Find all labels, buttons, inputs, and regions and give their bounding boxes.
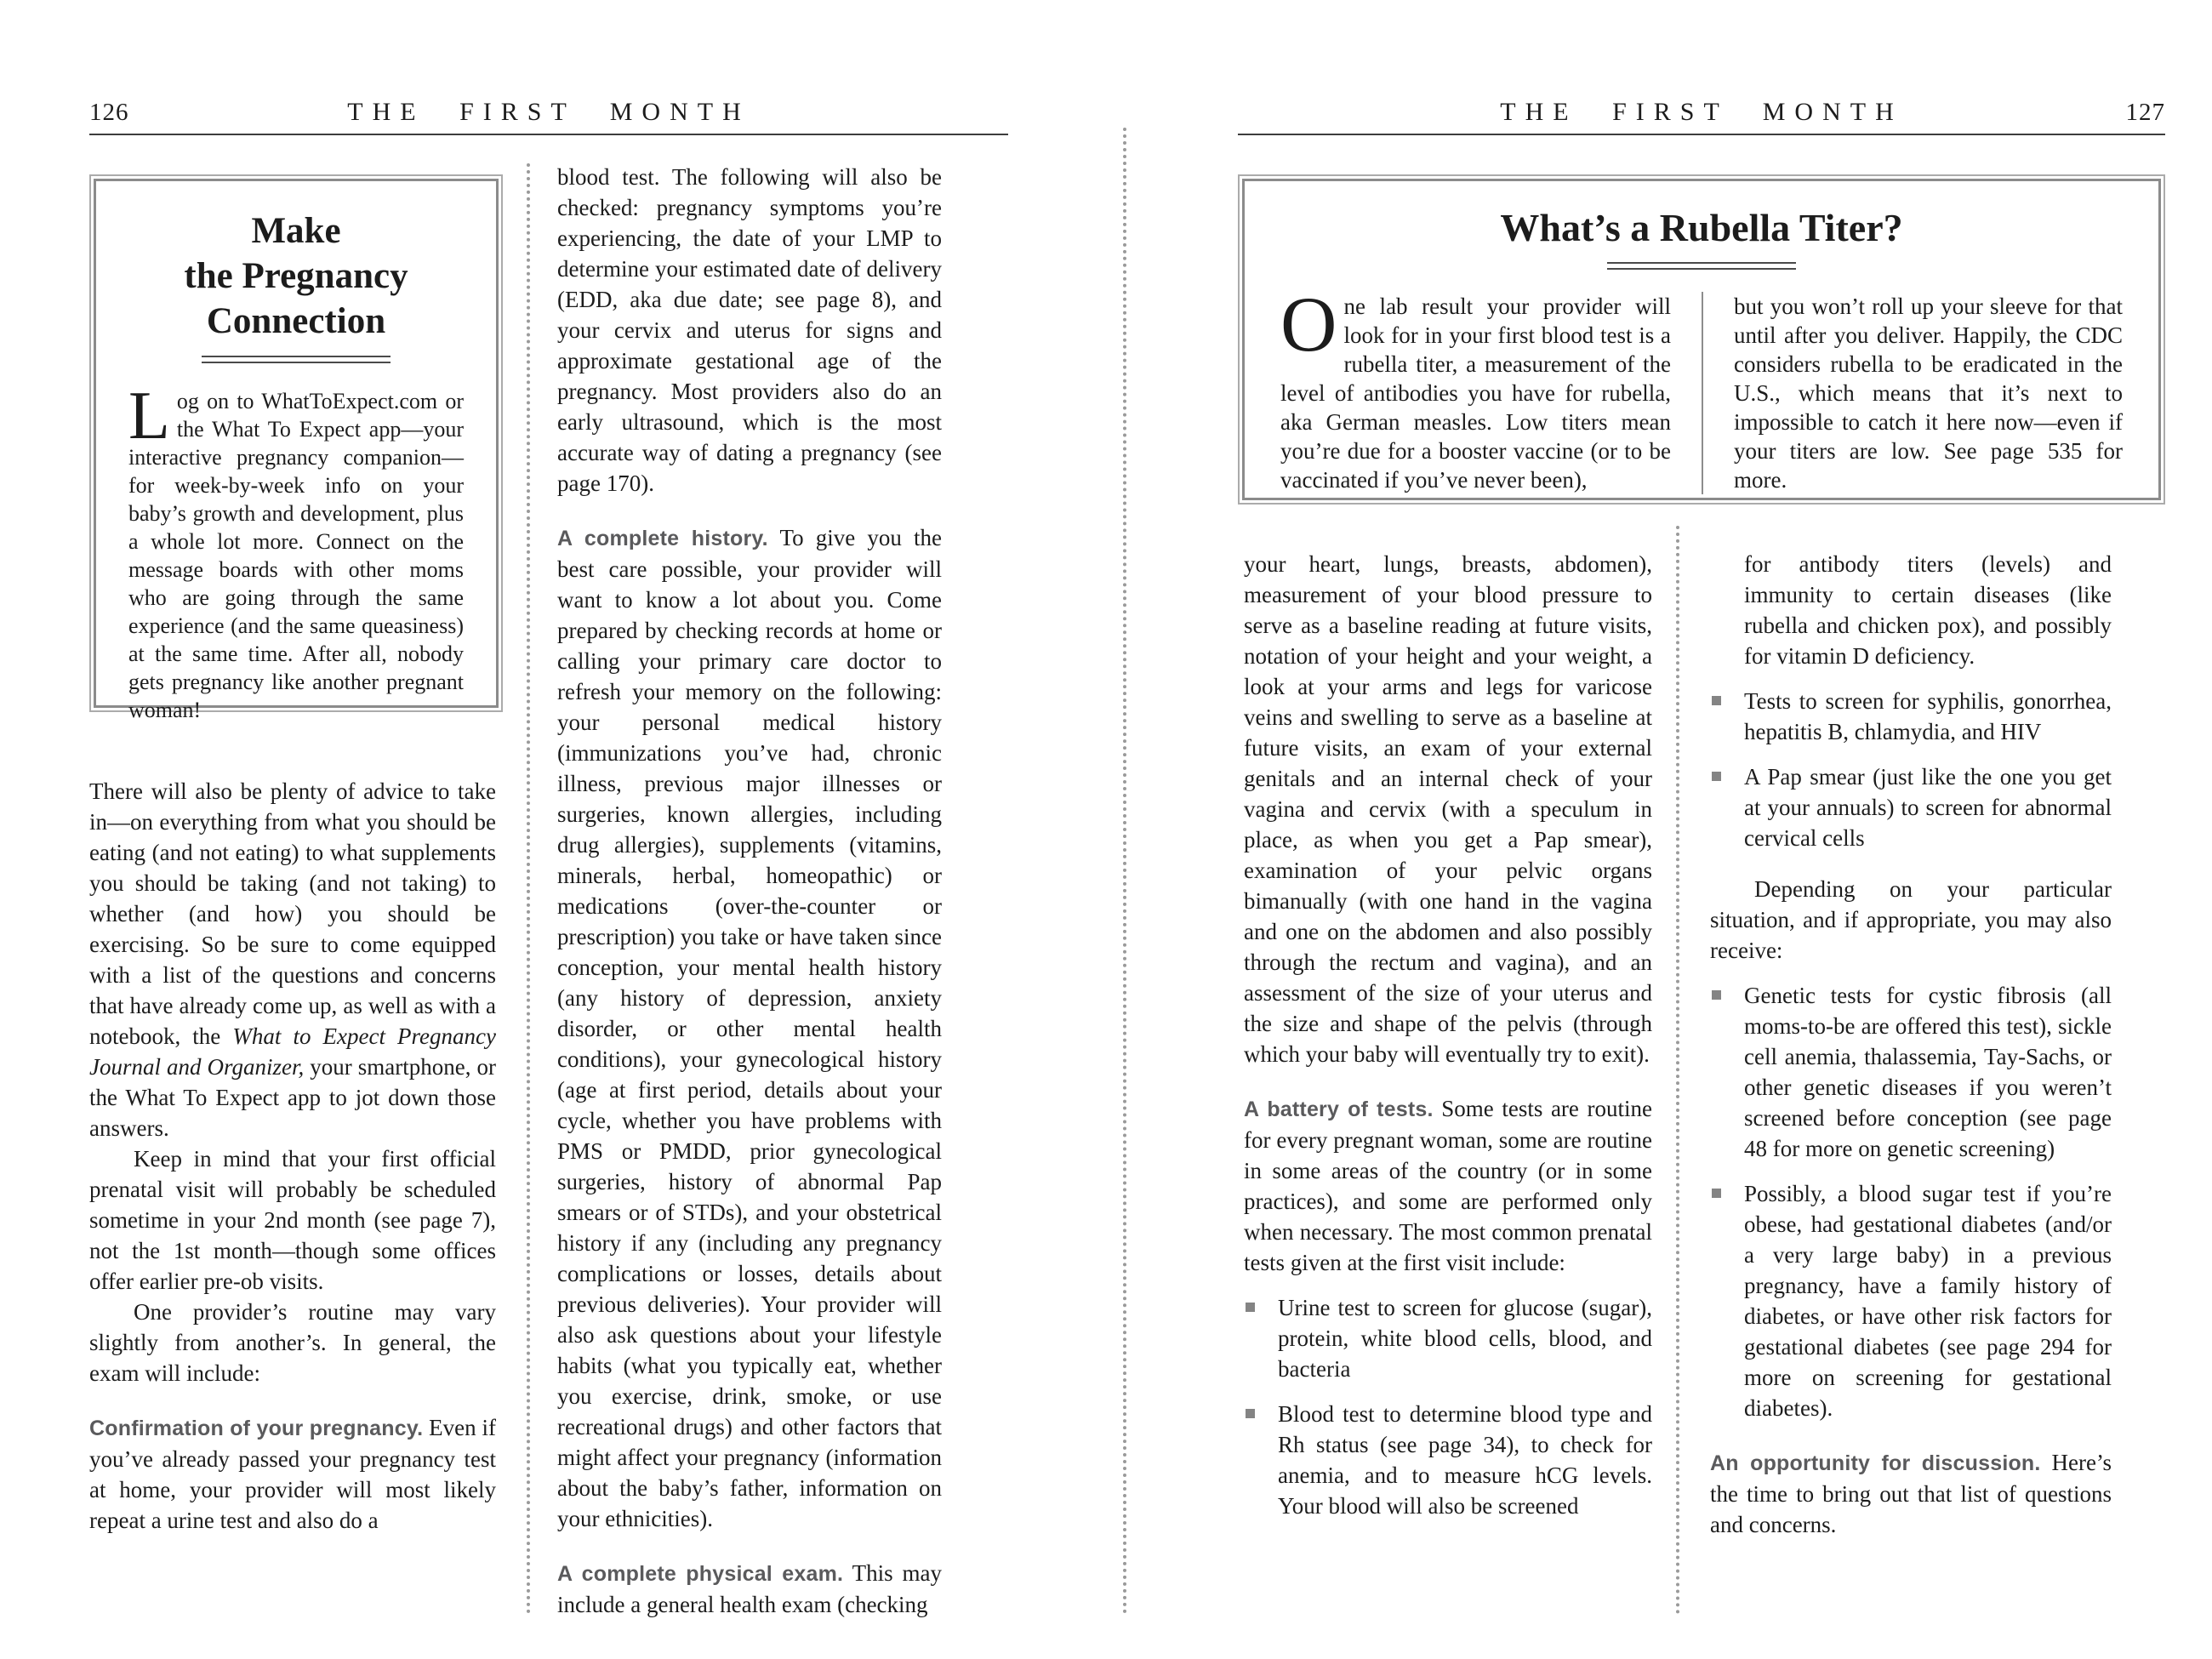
list-item-text: Genetic tests for cystic fibrosis (all moms-to-be are offered this test), sickle cell anemia, thalassemia, Tay-Sachs, or other genetic diseases if you weren’t screened before conception (see page 48 for more on genetic screening) (1744, 983, 2112, 1161)
paragraph: Depending on your particular situation, and if appropriate, you may also receive: (1710, 876, 2112, 963)
spread-center-rule (1123, 128, 1126, 1615)
pregnancy-connection-box (89, 174, 503, 722)
rubella-box-columns (1280, 281, 2123, 494)
right-page-header (1238, 81, 2165, 132)
left-header-rule (89, 134, 1008, 135)
right-running-head: THE FIRST MONTH (1500, 98, 1903, 126)
list-item (1244, 1292, 1652, 1384)
lead-in-label: A complete history. (557, 527, 768, 550)
paragraph-text: ne lab result your provider will look for in your first blood test is a rubella titer, a measurement of the level of antibodies you have for rubella, aka German measles. Low titers mean you’re due for a booster vaccine (or to be vaccinated if you’ve never been), (1280, 294, 1671, 493)
list-item (1710, 761, 2112, 853)
right-header-rule (1238, 134, 2165, 135)
paragraph-text: There will also be plenty of advice to take in—on everything from what you should be eating (and not eating) to what supplements you should be taking (and not taking) to whether (and how) you should be exercising. So be sure to come equipped with a list of the questions and concerns that have already come up, as well as with a notebook, the (89, 778, 496, 1049)
right-page-column-rule (1676, 526, 1679, 1615)
list-item-text: A Pap smear (just like the one you get at your annuals) to screen for abnormal cervical cells (1744, 764, 2112, 851)
lead-paragraph (1710, 1447, 2112, 1540)
paragraph-text: but you won’t roll up your sleeve for that until after you deliver. Happily, the CDC considers rubella to be eradicated in the U.S., which means that it’s next to impossible to catch it here now—even if your titers are low. See page 535 for more. (1734, 294, 2123, 493)
paragraph-text: This may include a general health exam (checking (557, 1560, 943, 1617)
list-item-text: Blood test to determine blood type and Rh status (see page 34), to check for anemia, and to measure hCG levels. Your blood will also be screened (1278, 1401, 1652, 1519)
lead-paragraph (557, 1558, 942, 1620)
dropcap-O: O (1280, 281, 1337, 368)
bullet-square-icon (1712, 696, 1721, 705)
lead-in-label: A battery of tests. (1244, 1097, 1434, 1121)
right-page-column-1 (1244, 549, 1652, 1521)
book-title-italic: What to Expect Pregnancy Journal and Organizer, (89, 1023, 496, 1080)
rubella-box-column-2 (1702, 292, 2123, 494)
box-title: What’s a Rubella Titer? (1500, 206, 1903, 249)
paragraph-text: To give you the best care possible, your provider will want to know a lot about you. Come prepared by checking records at home or calling your primary care doctor to refresh your memory on the following: your personal medical history (immunizations you’ve had, chronic illness, previous major illnesses or surgeries, known allergies, including drug allergies), supplements (vitamins, minerals, herbal, homeopathic) or medications (over-the-counter or prescription) you take or have taken since conception, your mental health history (any history of depression, anxiety disorder, or other mental health conditions), your gynecological history (age at first period, details about your cycle, whether you have problems with PMS or PMDD, prior gynecological surgeries, history of abnormal Pap smears or of STDs), and your obstetrical history if any (including any pregnancy complications or losses, details about previous deliveries). Your provider will also ask questions about your lifestyle habits (what you typically eat, whether you exercise, drink, smoke, or use recreational drugs) and other factors that might affect your pregnancy (information about the baby’s father, information on your ethnicities). (557, 525, 942, 1531)
bullet-continuation-paragraph: for antibody titers (levels) and immunity to certain diseases (like rubella and chicken pox), and possibly for vitamin D deficiency. (1744, 551, 2112, 669)
bullet-square-icon (1246, 1303, 1255, 1312)
box-title-line: Make (251, 211, 341, 251)
lead-paragraph (1244, 1093, 1652, 1278)
title-double-rule (202, 356, 391, 363)
list-item (1244, 1399, 1652, 1521)
dropcap-L: L (128, 379, 170, 453)
paragraph-text: Even if you’ve already passed your pregnancy test at home, your provider will most likely repeat a urine test and also do a (89, 1415, 496, 1533)
list-item (1710, 980, 2112, 1164)
left-page-column-2 (557, 162, 942, 1620)
lead-paragraph (89, 1412, 496, 1536)
box-title-line: the Pregnancy (184, 256, 408, 296)
title-double-rule (1607, 262, 1796, 270)
paragraph: blood test. The following will also be checked: pregnancy symptoms you’re experiencing, the date of your LMP to determine your estimated date of delivery (EDD, aka due date; see page 8), and your cervix and uterus for signs and approximate gestational age of the pregnancy. Most providers also do an early ultrasound, which is the most accurate way of dating a pregnancy (see page 170). (557, 164, 942, 496)
rubella-titer-box (1238, 174, 2165, 505)
paragraph: One provider’s routine may vary slightly from another’s. In general, the exam will include: (89, 1299, 496, 1386)
paragraph-text: Here’s the time to bring out that list of questions and concerns. (1710, 1450, 2112, 1537)
box-title-line: Connection (206, 301, 386, 341)
lead-paragraph (557, 522, 942, 1534)
rubella-box-column-1 (1280, 281, 1702, 494)
left-page-header (89, 81, 1008, 132)
box-body-paragraph: og on to WhatToExpect.com or the What To Expect app—your interactive pregnancy companion—for week-by-week info on your baby’s growth and development, plus a whole lot more. Connect on the message boards with other moms who are going through the same experience (and the same queasiness) at the same time. After all, nobody gets pregnancy like another pregnant woman! (128, 389, 464, 722)
left-page-number: 126 (89, 99, 129, 126)
paragraph (89, 776, 496, 1143)
lead-in-label: A complete physical exam. (557, 1562, 844, 1586)
right-page-column-2 (1710, 549, 2112, 1540)
box-body-text (128, 379, 464, 724)
bullet-square-icon (1712, 1189, 1721, 1198)
bullet-square-icon (1712, 990, 1721, 1000)
paragraph: your heart, lungs, breasts, abdomen), measurement of your blood pressure to serve as a baseline reading at future visits, notation of your height and your weight, a look at your arms and legs for varicose veins and swelling to serve as a baseline at future visits, an exam of your external genitals and an internal check of your vagina and cervix (with a speculum in place, as when you get a Pap smear), examination of your pelvic organs bimanually (with one hand in the vagina and one on the abdomen and also possibly through the rectum and vagina), and an assessment of the size of your uterus and the size and shape of the pelvis (through which your baby will eventually try to exit). (1244, 551, 1652, 1067)
list-item (1710, 1178, 2112, 1423)
bullet-square-icon (1712, 772, 1721, 781)
paragraph: Keep in mind that your first official prenatal visit will probably be scheduled sometime in your 2nd month (see page 7), not the 1st month—though some offices offer earlier pre-ob visits. (89, 1146, 496, 1294)
list-item-text: Urine test to screen for glucose (sugar), protein, white blood cells, blood, and bacteria (1278, 1295, 1652, 1382)
paragraph-text: Some tests are routine for every pregnant woman, some are routine in some areas of the country (or in some practices), and some are performed only when necessary. The most common prenatal tests given at the first visit include: (1244, 1096, 1652, 1275)
list-item (1710, 686, 2112, 747)
bullet-square-icon (1246, 1409, 1255, 1418)
left-page-column-rule (527, 163, 530, 1615)
list-item-text: Tests to screen for syphilis, gonorrhea, hepatitis B, chlamydia, and HIV (1744, 688, 2112, 744)
lead-in-label: Confirmation of your pregnancy. (89, 1417, 424, 1440)
right-page-number: 127 (2125, 99, 2165, 126)
list-item-text: Possibly, a blood sugar test if you’re obese, had gestational diabetes (and/or a very large baby) in a previous pregnancy, have a family history of diabetes, or have other risk factors for gestational diabetes (see page 294 for more on screening for gestational diabetes). (1744, 1181, 2112, 1421)
box-title (128, 208, 464, 344)
lead-in-label: An opportunity for discussion. (1710, 1451, 2041, 1475)
paragraph-text: your smartphone, or the What To Expect app to jot down those answers. (89, 1054, 497, 1141)
left-page-column-1 (89, 776, 496, 1536)
left-running-head: THE FIRST MONTH (347, 98, 750, 126)
